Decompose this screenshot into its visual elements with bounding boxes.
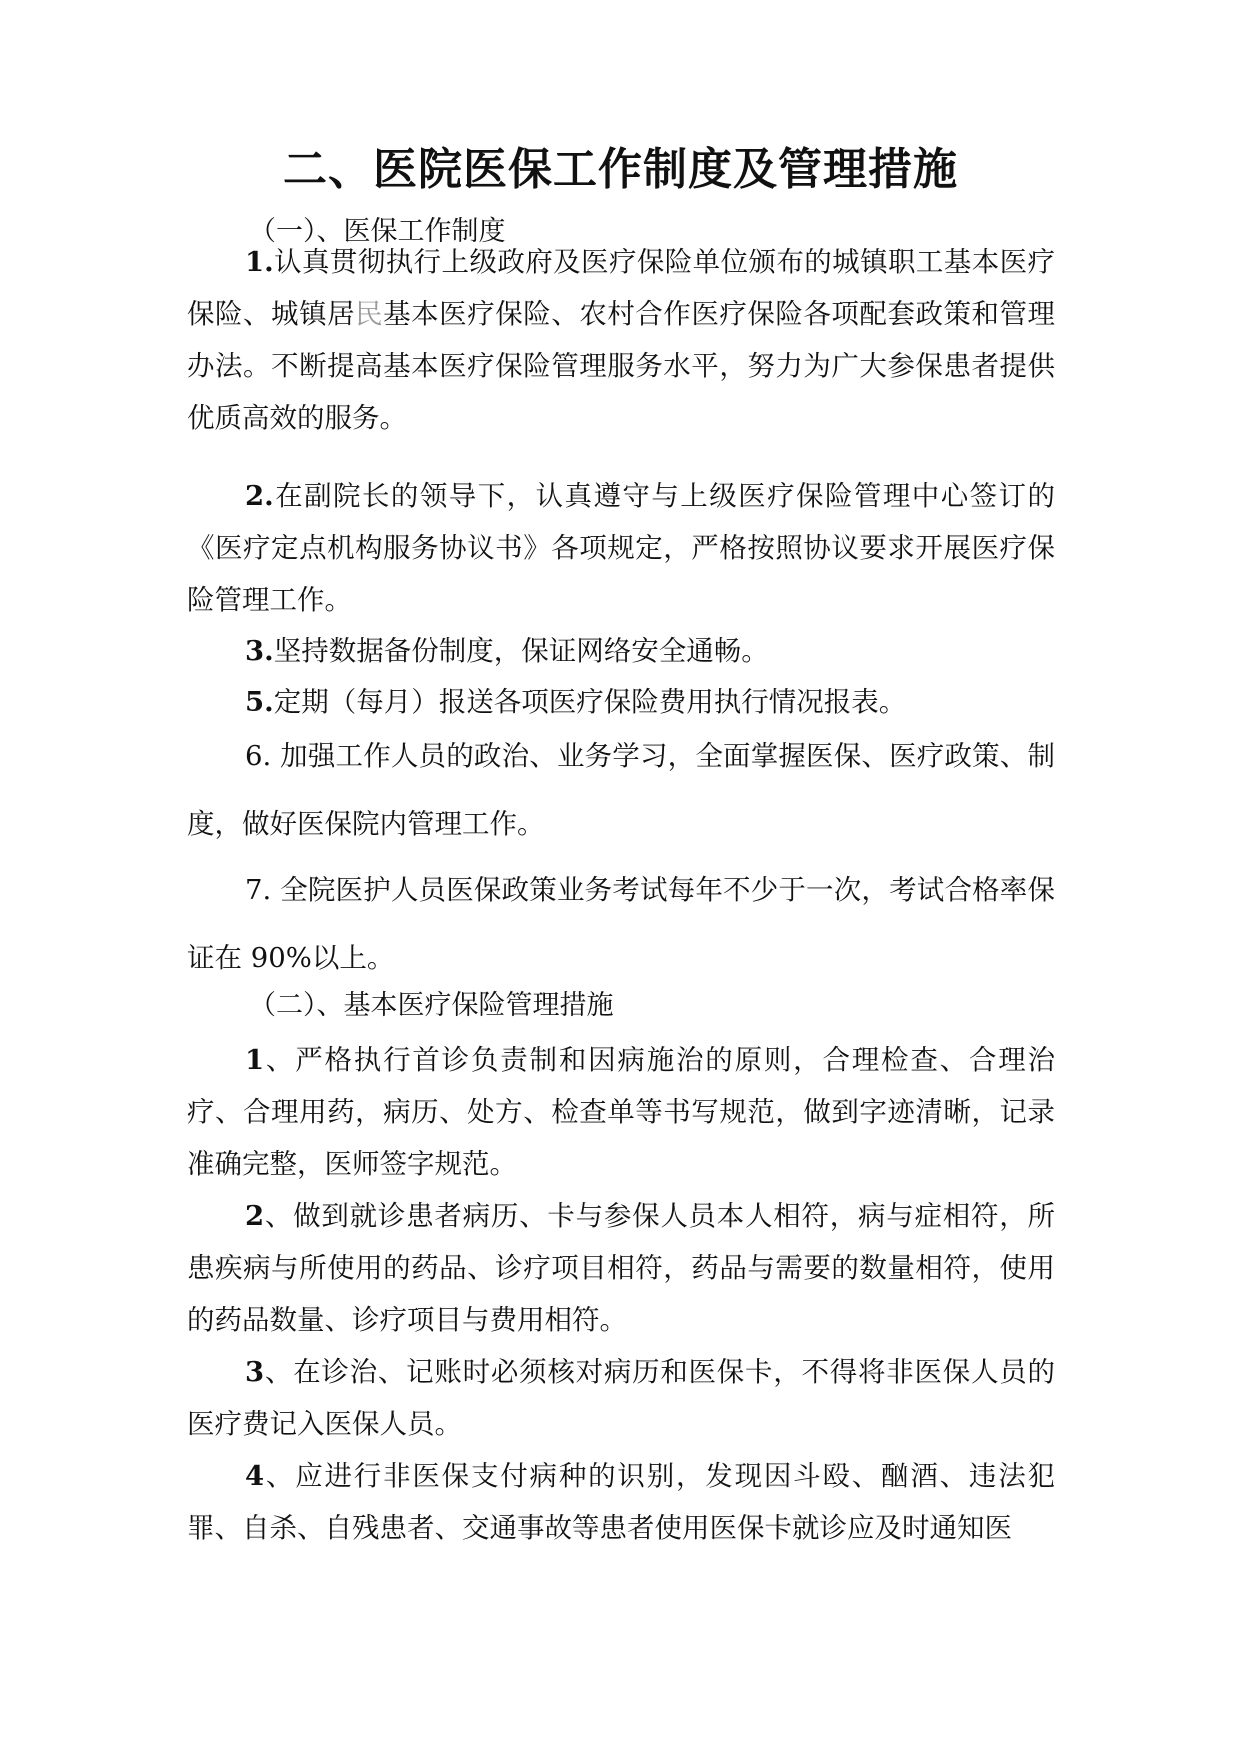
rule-item-number: 1. (245, 246, 274, 278)
measure-item-3 (187, 1346, 1055, 1450)
rule-item-number: 3. (245, 635, 274, 667)
section-heading-management-measures: （二）、基本医疗保险管理措施 (249, 990, 614, 1021)
measure-item-1 (187, 1034, 1055, 1190)
measure-item-number: 1 (245, 1044, 265, 1076)
measure-item-number: 2 (245, 1200, 265, 1232)
rule-item-text: 坚持数据备份制度，保证网络安全通畅。 (273, 635, 769, 667)
rule-item-number: 7. (245, 874, 272, 906)
rule-item-number: 5. (245, 686, 274, 718)
section-heading-work-rules: （一）、医保工作制度 (249, 216, 506, 247)
measure-item-text: 、做到就诊患者病历、卡与参保人员本人相符，病与症相符，所患疾病与所使用的药品、诊疗项目相符，药品与需要的数量相符，使用的药品数量、诊疗项目与费用相符。 (187, 1200, 1055, 1336)
measure-item-number: 4 (245, 1460, 265, 1492)
rule-item-6 (187, 722, 1055, 858)
rule-item-7 (187, 856, 1055, 992)
rule-item-3 (187, 625, 1055, 677)
rule-item-1 (187, 236, 1055, 444)
document-title: 二、医院医保工作制度及管理措施 (283, 144, 958, 195)
measure-item-4 (187, 1450, 1055, 1554)
rule-item-text: 认真贯彻执行上级政府及医疗保险单位颁布的城镇职工基本医疗保险、城镇居 (187, 246, 1055, 330)
rule-item-text-faint: 民 (355, 298, 384, 330)
rule-item-text: 加强工作人员的政治、业务学习，全面掌握医保、医疗政策、制度，做好医保院内管理工作。 (187, 740, 1055, 840)
measure-item-2 (187, 1190, 1055, 1346)
rule-item-text: 在副院长的领导下，认真遵守与上级医疗保险管理中心签订的《医疗定点机构服务协议书》各项规定，严格按照协议要求开展医疗保险管理工作。 (187, 480, 1055, 616)
measure-item-number: 3 (245, 1356, 265, 1388)
rule-item-text: 全院医护人员医保政策业务考试每年不少于一次，考试合格率保证在 90%以上。 (187, 874, 1055, 974)
rule-item-number: 2. (245, 480, 274, 512)
rule-item-5 (187, 676, 1055, 728)
measure-item-text: 、在诊治、记账时必须核对病历和医保卡，不得将非医保人员的医疗费记入医保人员。 (187, 1356, 1055, 1440)
rule-item-number: 6. (245, 740, 272, 772)
measure-item-text: 、严格执行首诊负责制和因病施治的原则，合理检查、合理治疗、合理用药，病历、处方、检查单等书写规范，做到字迹清晰，记录准确完整，医师签字规范。 (187, 1044, 1055, 1180)
rule-item-2 (187, 470, 1055, 626)
rule-item-text: 定期（每月）报送各项医疗保险费用执行情况报表。 (273, 686, 907, 718)
measure-item-text: 、应进行非医保支付病种的识别，发现因斗殴、酗酒、违法犯罪、自杀、自残患者、交通事故等患者使用医保卡就诊应及时通知医 (187, 1460, 1055, 1544)
rule-item-text-continued: 基本医疗保险、农村合作医疗保险各项配套政策和管理办法。不断提高基本医疗保险管理服务水平，努力为广大参保患者提供优质高效的服务。 (187, 298, 1056, 434)
